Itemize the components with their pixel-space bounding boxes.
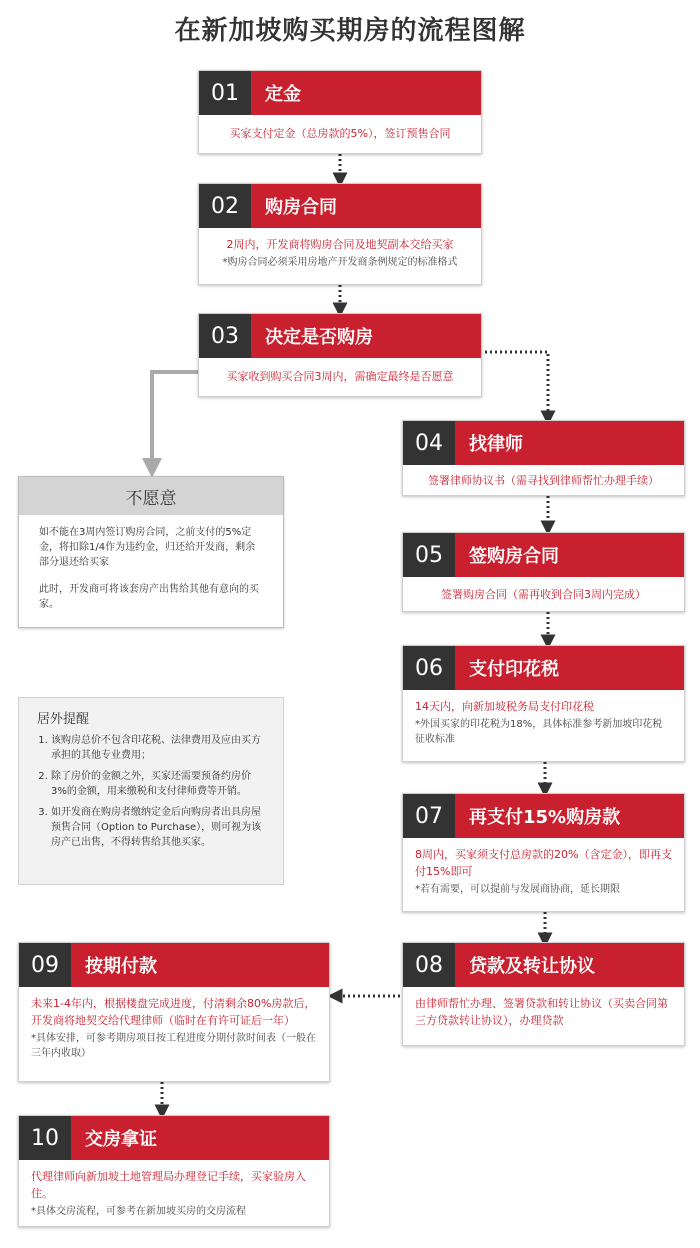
step-title: 支付印花税 [455,646,684,690]
step-number: 01 [199,71,251,115]
step-text: 买家支付定金（总房款的5%），签订预售合同 [229,127,451,140]
step-text: 2周内，开发商将购房合同及地契副本交给买家 [226,238,454,251]
step-note: *具体安排，可参考期房项目按工程进度分期付款时间表（一般在三年内收取） [31,1033,316,1059]
step-title: 贷款及转让协议 [455,943,684,987]
step-title: 定金 [251,71,481,115]
tips-item: 1. 该购房总价不包含印花税、法律费用及应由买方承担的其他专业费用； [51,733,265,763]
step-note: *若有需要，可以提前与发展商协商，延长期限 [415,884,620,895]
step-text: 代理律师向新加坡土地管理局办理登记手续，买家验房入住。 [31,1170,306,1200]
step-04 [402,420,685,496]
step-number: 02 [199,184,251,228]
tips-box [18,697,284,885]
unwilling-text: 如不能在3周内签订购房合同，之前支付的5%定金，将扣除1/4作为违约金，归还给开发商，剩余部分退还给买家 [39,527,256,568]
step-title: 再支付15%购房款 [455,794,684,838]
step-10 [18,1115,330,1227]
step-02 [198,183,482,285]
page-title: 在新加坡购买期房的流程图解 [174,16,526,46]
step-06 [402,645,685,762]
connector-03-unwilling [152,372,198,468]
step-title: 找律师 [455,421,684,465]
step-number: 09 [19,943,71,987]
step-note: *外国买家的印花税为18%，具体标准参考新加坡印花税征收标准 [415,719,663,745]
unwilling-text-2: 此时，开发商可将该套房产出售给其他有意向的买家。 [39,584,259,610]
step-08 [402,942,685,1046]
step-03 [198,313,482,397]
step-01 [198,70,482,154]
step-note: *购房合同必须采用房地产开发商条例规定的标准格式 [222,257,458,268]
step-number: 06 [403,646,455,690]
step-text: 8周内，买家须支付总房款的20%（含定金），即再支付15%即可 [415,848,672,878]
step-title: 签购房合同 [455,533,684,577]
tips-item: 2. 除了房价的金额之外，买家还需要预备约房价3%的金额，用来缴税和支付律师费等开销。 [51,769,265,799]
step-number: 07 [403,794,455,838]
step-title: 交房拿证 [71,1116,329,1160]
step-07 [402,793,685,912]
unwilling-title: 不愿意 [19,477,283,515]
step-05 [402,532,685,612]
step-number: 10 [19,1116,71,1160]
step-text: 未来1-4年内，根据楼盘完成进度，付清剩余80%房款后，开发商将地契交给代理律师（临时在有许可证后一年） [31,997,316,1027]
step-number: 04 [403,421,455,465]
tips-title: 居外提醒 [37,712,90,727]
tips-item: 3. 如开发商在购房者缴纳定金后向购房者出具房屋预售合同（Option to Purchase），则可视为该房产已出售，不得转售给其他买家。 [51,805,265,850]
unwilling-box [18,476,284,628]
step-title: 购房合同 [251,184,481,228]
step-number: 05 [403,533,455,577]
step-title: 决定是否购房 [251,314,481,358]
step-text: 14天内，向新加坡税务局支付印花税 [415,700,594,713]
step-text: 签署购房合同（需再收到合同3周内完成） [441,588,646,601]
step-number: 03 [199,314,251,358]
step-text: 由律师帮忙办理、签署贷款和转让协议（买卖合同第三方贷款转让协议），办理贷款 [415,997,668,1027]
step-number: 08 [403,943,455,987]
connector-03-04 [480,352,548,418]
step-note: *具体交房流程，可参考在新加坡买房的交房流程 [31,1206,246,1217]
step-09 [18,942,330,1082]
step-text: 买家收到购买合同3周内，需确定最终是否愿意 [226,370,454,383]
step-text: 签署律师协议书（需寻找到律师帮忙办理手续） [428,474,659,487]
step-title: 按期付款 [71,943,329,987]
